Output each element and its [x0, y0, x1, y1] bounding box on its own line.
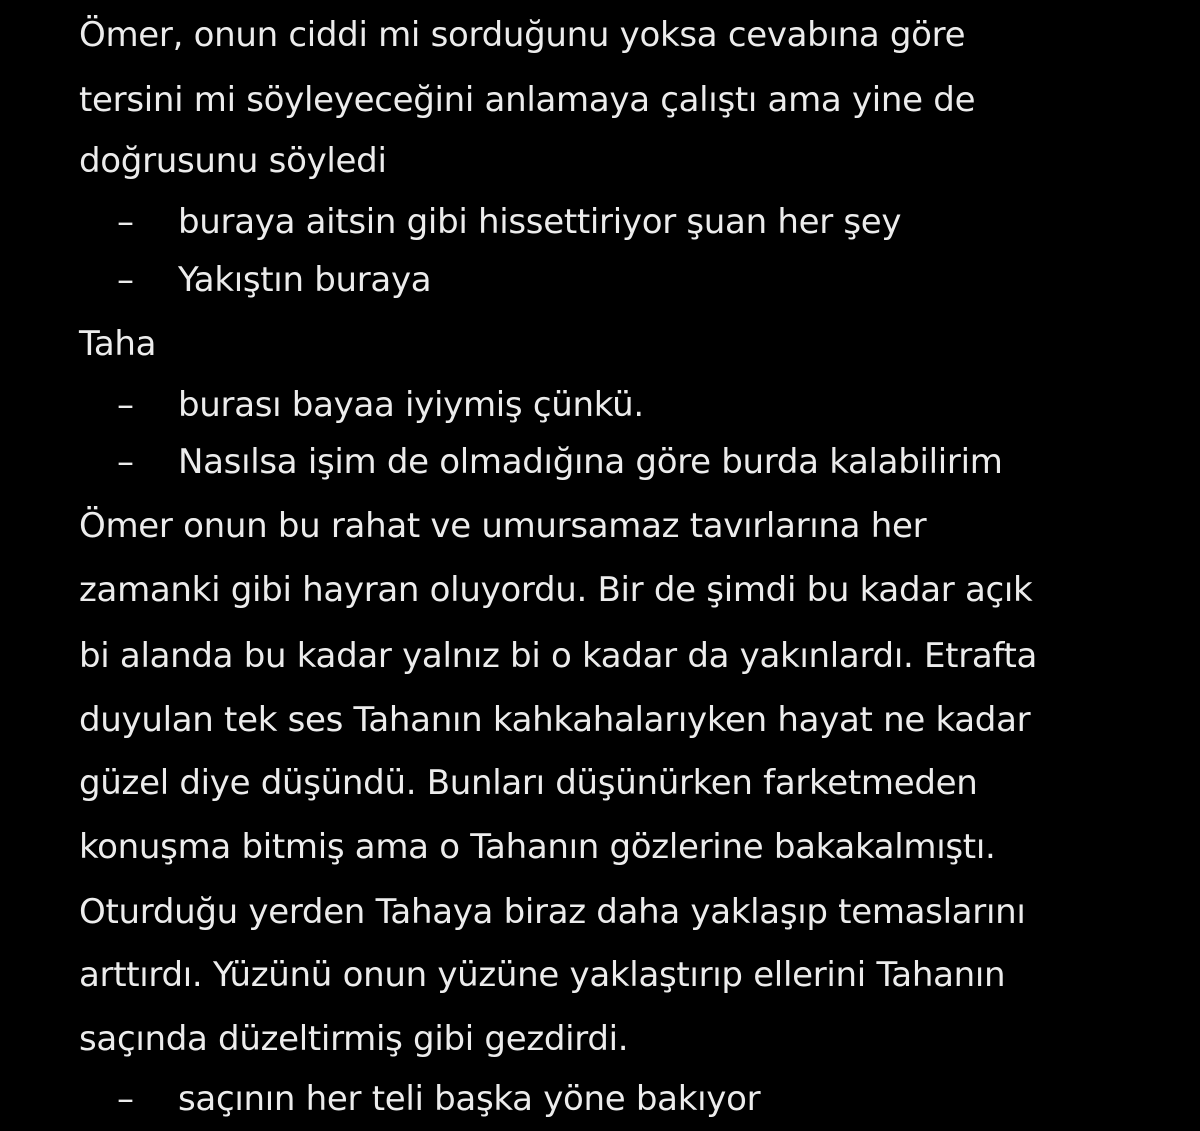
paragraph-2-line-5: güzel diye düşündü. Bunları düşünürken farketmeden [79, 763, 978, 803]
paragraph-2-line-2: zamanki gibi hayran oluyordu. Bir de şimdi bu kadar açık [79, 570, 1033, 610]
paragraph-2-line-9: saçında düzeltirmiş gibi gezdirdi. [79, 1019, 629, 1059]
bullet-marker: – [117, 1079, 134, 1119]
paragraph-2-line-3: bi alanda bu kadar yalnız bi o kadar da yakınlardı. Etrafta [79, 636, 1038, 676]
paragraph-2-line-7: Oturduğu yerden Tahaya biraz daha yaklaşıp temaslarını [79, 892, 1026, 932]
bullet-marker: – [117, 385, 134, 425]
paragraph-2-line-1: Ömer onun bu rahat ve umursamaz tavırlarına her [79, 506, 927, 546]
bullet-item: saçının her teli başka yöne bakıyor [178, 1079, 761, 1119]
bullet-marker: – [117, 202, 134, 242]
speaker-name: Taha [79, 324, 157, 364]
bullet-item: Yakıştın buraya [178, 260, 432, 300]
paragraph-1-line-1: Ömer, onun ciddi mi sorduğunu yoksa cevabına göre [79, 15, 966, 55]
bullet-item: burası bayaa iyiymiş çünkü. [178, 385, 644, 425]
bullet-item: buraya aitsin gibi hissettiriyor şuan her şey [178, 202, 902, 242]
bullet-marker: – [117, 260, 134, 300]
paragraph-2-line-4: duyulan tek ses Tahanın kahkahalarıyken hayat ne kadar [79, 700, 1031, 740]
paragraph-2-line-6: konuşma bitmiş ama o Tahanın gözlerine bakakalmıştı. [79, 827, 996, 867]
paragraph-1-line-3: doğrusunu söyledi [79, 141, 387, 181]
paragraph-2-line-8: arttırdı. Yüzünü onun yüzüne yaklaştırıp ellerini Tahanın [79, 955, 1006, 995]
paragraph-1-line-2: tersini mi söyleyeceğini anlamaya çalıştı ama yine de [79, 80, 976, 120]
bullet-item: Nasılsa işim de olmadığına göre burda kalabilirim [178, 442, 1003, 482]
bullet-marker: – [117, 442, 134, 482]
